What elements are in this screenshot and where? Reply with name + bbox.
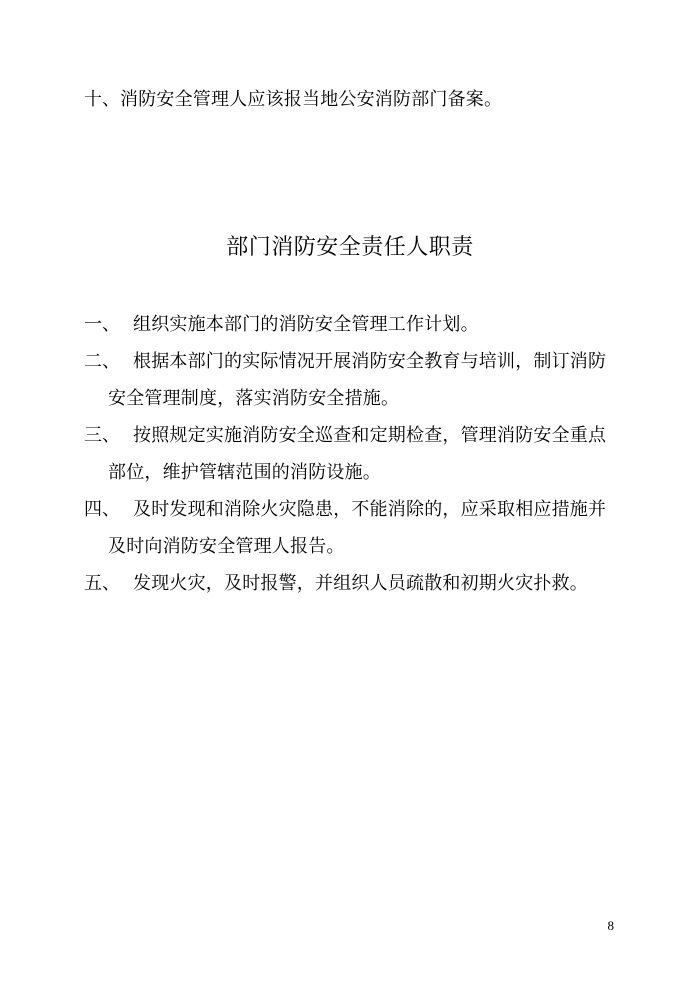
page-number: 8 — [607, 918, 614, 933]
item-five-marker: 五、 — [84, 573, 120, 594]
item-ten-marker: 十、 — [84, 89, 120, 110]
item-three-line-1: 按照规定实施消防安全巡查和定期检查，管理消防安全重点 — [133, 425, 607, 446]
item-four-line-1: 及时发现和消除火灾隐患，不能消除的，应采取相应措施并 — [133, 499, 607, 520]
item-two-marker: 二、 — [84, 351, 120, 372]
item-three-line-2: 部位，维护管辖范围的消防设施。 — [108, 462, 381, 483]
item-two-line-1: 根据本部门的实际情况开展消防安全教育与培训，制订消防 — [133, 351, 607, 372]
item-four-line-2: 及时向消防安全管理人报告。 — [108, 536, 345, 557]
item-three-marker: 三、 — [84, 425, 120, 446]
item-one-marker: 一、 — [84, 314, 120, 335]
section-title: 部门消防安全责任人职责 — [226, 235, 474, 260]
item-one-text: 组织实施本部门的消防安全管理工作计划。 — [133, 314, 479, 335]
item-five-text: 发现火灾，及时报警，并组织人员疏散和初期火灾扑救。 — [133, 573, 588, 594]
item-two-line-2: 安全管理制度，落实消防安全措施。 — [108, 388, 400, 409]
item-four-marker: 四、 — [84, 499, 120, 520]
item-ten-text: 消防安全管理人应该报当地公安消防部门备案。 — [120, 89, 503, 110]
